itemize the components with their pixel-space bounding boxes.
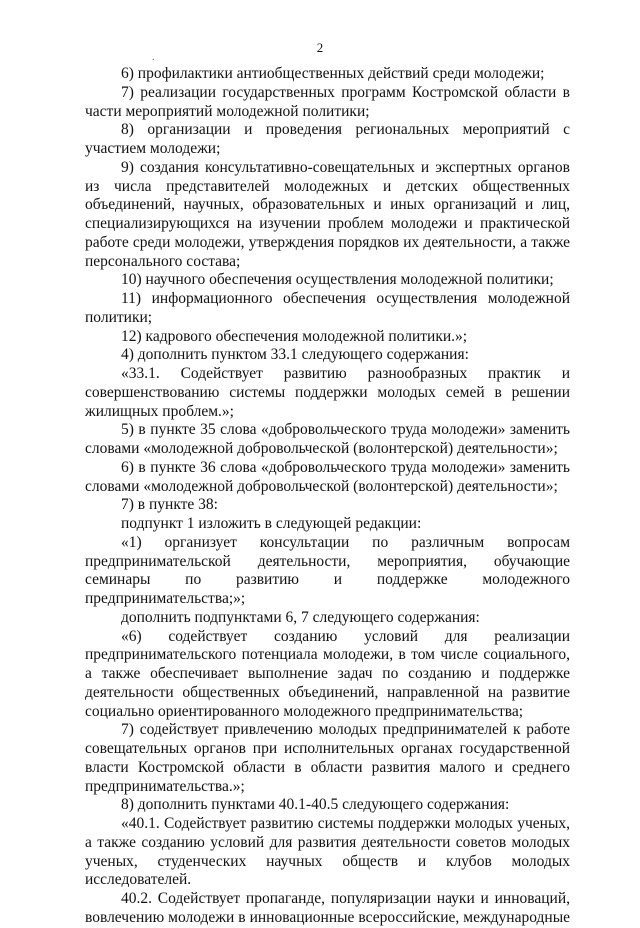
paragraph-subclauses-6-7-intro: дополнить подпунктами 6, 7 следующего содержания: [121, 608, 480, 626]
paragraph-clause-33-1: «33.1. Содействует развитию разнообразных практик и совершенствованию системы поддержки молодых семей в решении жилищных проблем.»; [85, 365, 570, 420]
paragraph-subclause-1: «1) организует консультации по различным вопросам предпринимательской деятельности, мероприятия, обучающие семинары по развитию и поддержке молодежного предпринимательства;»; [85, 533, 570, 607]
paragraph-subclause-6: «6) содействует созданию условий для реализации предпринимательского потенциала молодежи, в том числе социального, а также обеспечивает выполнение задач по созданию и поддержке деятельности общественных объединений, направленной на развитие социально ориентированного молодежного предпринимательства; [85, 627, 570, 720]
paragraph-amendment-4: 4) дополнить пунктом 33.1 следующего содержания: [121, 346, 469, 364]
paragraph-subclause-1-intro: подпункт 1 изложить в следующей редакции: [121, 515, 422, 532]
paragraph-amendment-5: 5) в пункте 35 слова «добровольческого труда молодежи» заменить словами «молодежной добровольческой (волонтерской) деятельности»; [85, 421, 570, 457]
paragraph-amendment-7: 7) в пункте 38: [121, 496, 218, 514]
paragraph-item-9: 9) создания консультативно-совещательных и экспертных органов из числа представителей молодежных и детских общественных объединений, научных, образовательных и иных организаций и лиц, специализирующихся на изучении проблем молодежи и практической работе среди молодежи, утверждения порядков их деятельности, а также персонального состава; [85, 158, 570, 270]
paragraph-clause-40-2: 40.2. Содействует пропаганде, популяризации науки и инноваций, вовлечению молодежи в инновационные всероссийские, международные [85, 890, 570, 926]
paragraph-amendment-6: 6) в пункте 36 слова «добровольческого труда молодежи» заменить словами «молодежной добровольческой (волонтерской) деятельности»; [85, 458, 570, 495]
paragraph-item-7: 7) реализации государственных программ Костромской области в части мероприятий молодежной политики; [85, 83, 570, 120]
paragraph-item-12: 12) кадрового обеспечения молодежной политики.»; [121, 327, 468, 345]
paragraph-item-11: 11) информационного обеспечения осуществления молодежной политики; [85, 290, 570, 326]
paragraph-subclause-7: 7) содействует привлечению молодых предпринимателей к работе совещательных органов при исполнительных органах государственной власти Костромской области в области развития малого и среднего предпринимательства.»; [85, 721, 570, 795]
scan-artifact-dot: . [152, 52, 155, 63]
paragraph-item-8: 8) организации и проведения региональных мероприятий с участием молодежи; [85, 121, 570, 157]
paragraph-clause-40-1: «40.1. Содействует развитию системы поддержки молодых ученых, а также созданию условий для развития деятельности советов молодых ученых, студенческих научных обществ и клубов молодых исследователей. [85, 815, 570, 889]
page-number: 2 [316, 40, 324, 55]
paragraph-item-6: 6) профилактики антиобщественных действий среди молодежи; [121, 65, 545, 82]
paragraph-amendment-8: 8) дополнить пунктами 40.1-40.5 следующего содержания: [121, 796, 510, 814]
paragraph-item-10: 10) научного обеспечения осуществления молодежной политики; [121, 271, 554, 289]
document-body [85, 65, 570, 928]
